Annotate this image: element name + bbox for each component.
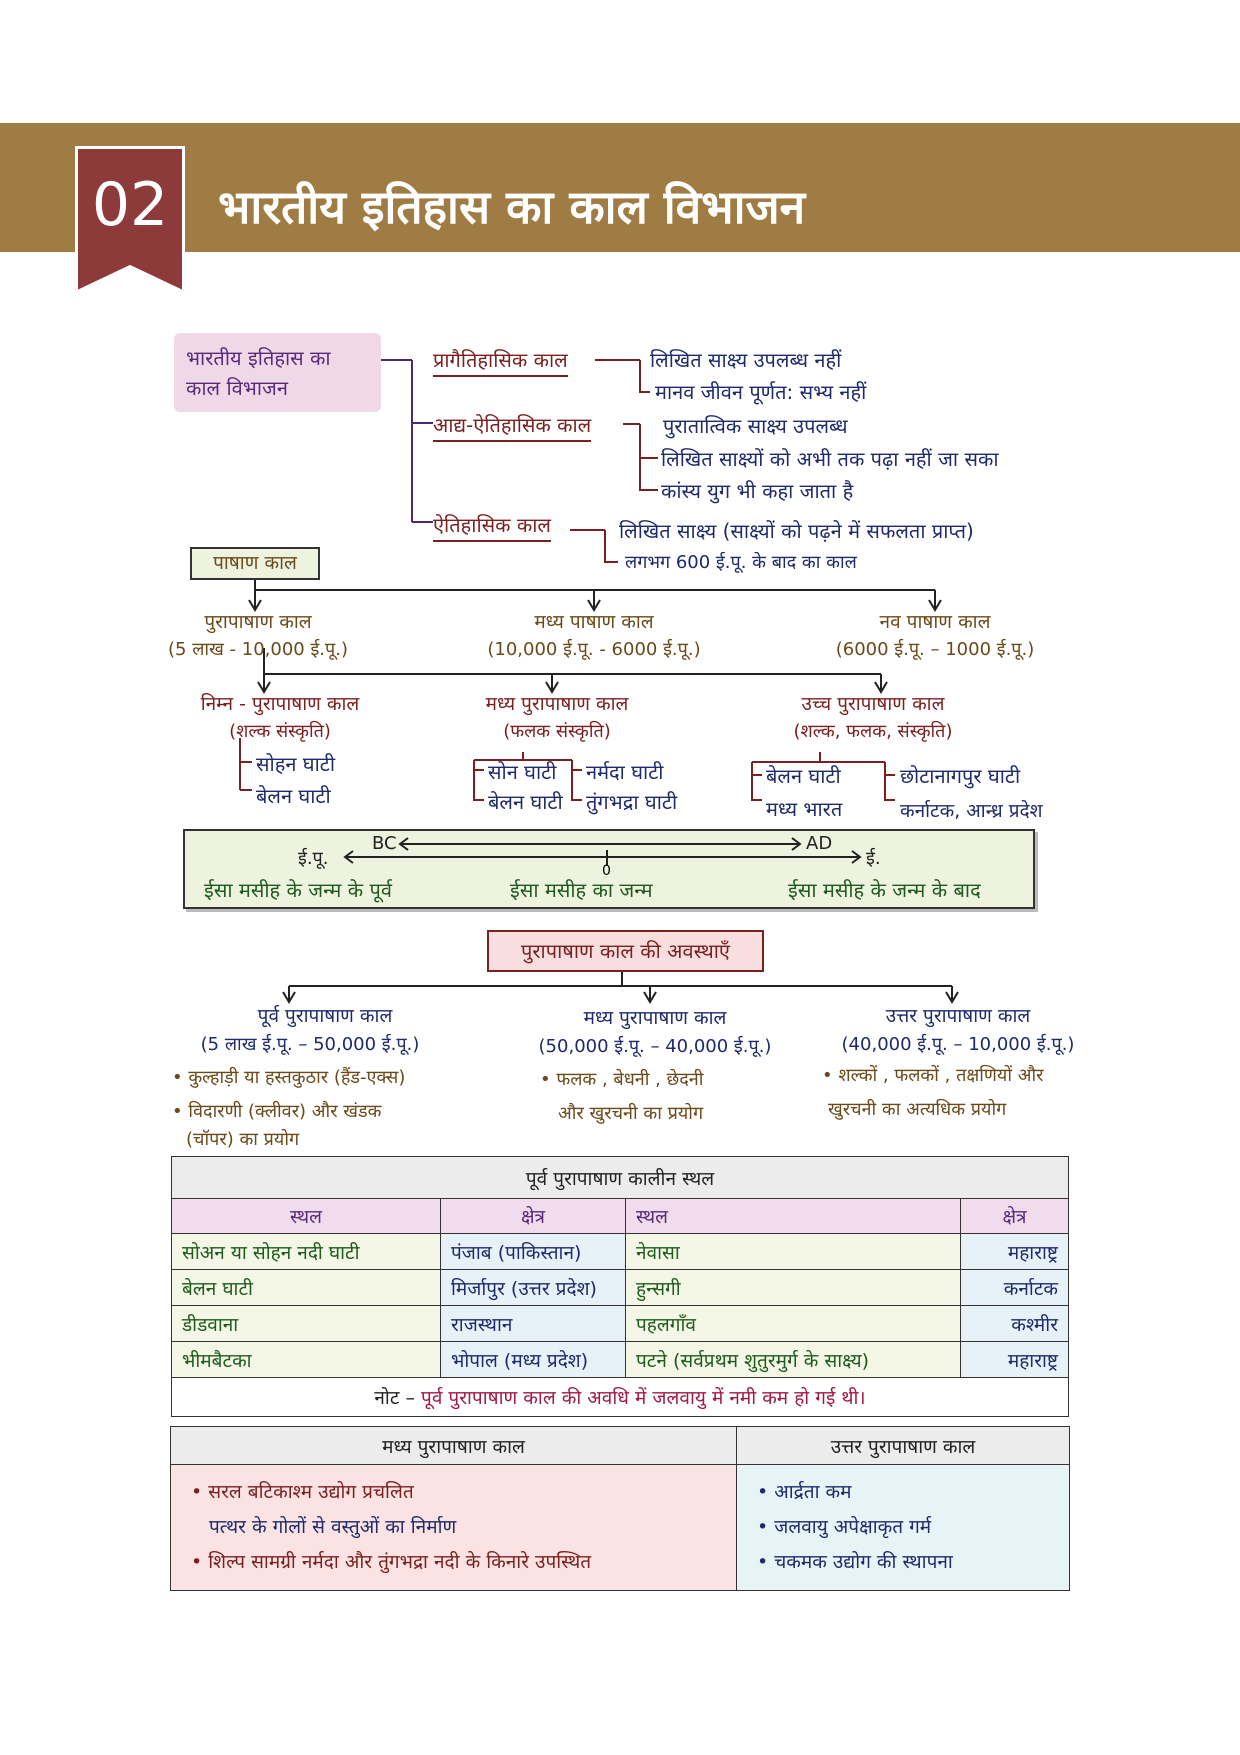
phase-range: (40,000 ई.पू. – 10,000 ई.पू.) [841, 1034, 1075, 1055]
note-cell [172, 1378, 1069, 1417]
middle-palaeolithic-cell [171, 1465, 737, 1591]
point: लिखित साक्ष्य (साक्ष्यों को पढ़ने में सफलता प्राप्त) [619, 519, 974, 543]
point: पत्थर के गोलों से वस्तुओं का निर्माण [209, 1516, 457, 1538]
cell: भीमबैटका [172, 1342, 441, 1378]
timeline-bce: ई.पू. [298, 848, 329, 869]
timeline-before: ईसा मसीह के जन्म के पूर्व [204, 878, 392, 902]
phase-line: और खुरचनी का प्रयोग [558, 1103, 704, 1124]
site: बेलन घाटी [488, 790, 563, 814]
cell: राजस्थान [441, 1306, 626, 1342]
cell: हुन्सगी [626, 1270, 961, 1306]
period-name: पुरापाषाण काल [204, 611, 312, 633]
sub-period-name: निम्न - पुरापाषाण काल [200, 693, 360, 715]
phase-line: (चॉपर) का प्रयोग [186, 1129, 300, 1150]
timeline-zero: 0 [602, 863, 611, 879]
chapter-title: भारतीय इतिहास का काल विभाजन [218, 180, 806, 234]
table-row [172, 1306, 1069, 1342]
sub-period-name: उच्च पुरापाषाण काल [801, 693, 945, 715]
point: • सरल बटिकाश्म उद्योग प्रचलित [191, 1481, 414, 1503]
period-range: (5 लाख - 10,000 ई.पू.) [168, 639, 348, 660]
point: कांस्य युग भी कहा जाता है [661, 479, 854, 503]
timeline-ad: AD [806, 833, 833, 854]
cell: कश्मीर [961, 1306, 1069, 1342]
phase-name: मध्य पुरापाषाण काल [583, 1007, 727, 1029]
sub-period-culture: (फलक संस्कृति) [503, 721, 611, 742]
timeline-after: ईसा मसीह के जन्म के बाद [788, 878, 981, 902]
root-topic-box: भारतीय इतिहास का काल विभाजन [174, 333, 381, 412]
phase-range: (50,000 ई.पू. – 40,000 ई.पू.) [538, 1036, 772, 1057]
site: बेलन घाटी [766, 764, 841, 788]
period-name: मध्य पाषाण काल [534, 611, 654, 633]
site: तुंगभद्रा घाटी [586, 790, 678, 814]
point: • आर्द्रता कम [757, 1481, 852, 1503]
branch-prehistoric: प्रागैतिहासिक काल [433, 346, 568, 377]
point: • शिल्प सामग्री नर्मदा और तुंगभद्रा नदी के किनारे उपस्थित [191, 1551, 592, 1573]
table-row [172, 1234, 1069, 1270]
phase-range: (5 लाख ई.पू. – 50,000 ई.पू.) [200, 1034, 420, 1055]
phases-title-box: पुरापाषाण काल की अवस्थाएँ [487, 930, 764, 972]
cell: मिर्जापुर (उत्तर प्रदेश) [441, 1270, 626, 1306]
note-text: पूर्व पुरापाषाण काल की अवधि में जलवायु में नमी कम हो गई थी। [421, 1387, 866, 1409]
point: लिखित साक्ष्य उपलब्ध नहीं [650, 348, 842, 372]
branch-historic: ऐतिहासिक काल [433, 511, 551, 542]
table-row [172, 1342, 1069, 1378]
cell: डीडवाना [172, 1306, 441, 1342]
site: सोन घाटी [488, 760, 557, 784]
point: लगभग 600 ई.पू. के बाद का काल [625, 552, 857, 573]
phase-line: • विदारणी (क्लीवर) और खंडक [172, 1101, 382, 1122]
cell: पटने (सर्वप्रथम शुतुरमुर्ग के साक्ष्य) [626, 1342, 961, 1378]
period-range: (10,000 ई.पू. - 6000 ई.पू.) [487, 639, 701, 660]
chapter-number: 02 [91, 170, 169, 240]
site: बेलन घाटी [256, 784, 331, 808]
point: मानव जीवन पूर्णत: सभ्य नहीं [655, 380, 867, 404]
point: पुरातात्विक साक्ष्य उपलब्ध [663, 414, 848, 438]
cell: पंजाब (पाकिस्तान) [441, 1234, 626, 1270]
phase-name: पूर्व पुरापाषाण काल [257, 1005, 393, 1027]
timeline-bc: BC [372, 833, 397, 854]
cell: सोअन या सोहन नदी घाटी [172, 1234, 441, 1270]
cell: महाराष्ट्र [961, 1234, 1069, 1270]
col-header: स्थल [626, 1199, 961, 1234]
site: नर्मदा घाटी [586, 760, 664, 784]
sites-table [171, 1156, 1069, 1417]
phase-line: • फलक , बेधनी , छेदनी [540, 1069, 704, 1090]
branch-protohistoric: आद्य-ऐतिहासिक काल [433, 411, 591, 442]
col-header: क्षेत्र [441, 1199, 626, 1234]
timeline-ce: ई. [866, 848, 881, 869]
point: लिखित साक्ष्यों को अभी तक पढ़ा नहीं जा सका [661, 447, 999, 471]
note-label: नोट – [374, 1387, 415, 1409]
site: छोटानागपुर घाटी [900, 764, 1021, 788]
cell: बेलन घाटी [172, 1270, 441, 1306]
phase-line: खुरचनी का अत्यधिक प्रयोग [828, 1099, 1007, 1120]
cell: पहलगाँव [626, 1306, 961, 1342]
site: कर्नाटक, आन्ध्र प्रदेश [900, 800, 1043, 822]
col-header: स्थल [172, 1199, 441, 1234]
phase-line: • कुल्हाड़ी या हस्तकुठार (हैंड-एक्स) [172, 1067, 406, 1088]
point: • जलवायु अपेक्षाकृत गर्म [757, 1516, 932, 1538]
sub-period-name: मध्य पुरापाषाण काल [485, 693, 629, 715]
cell: भोपाल (मध्य प्रदेश) [441, 1342, 626, 1378]
col-header: उत्तर पुरापाषाण काल [737, 1427, 1070, 1465]
table-row [172, 1270, 1069, 1306]
comparison-table [170, 1426, 1070, 1591]
cell: महाराष्ट्र [961, 1342, 1069, 1378]
col-header: क्षेत्र [961, 1199, 1069, 1234]
timeline-birth: ईसा मसीह का जन्म [510, 878, 653, 902]
sub-period-culture: (शल्क, फलक, संस्कृति) [793, 721, 953, 742]
site: मध्य भारत [766, 797, 843, 821]
period-range: (6000 ई.पू. – 1000 ई.पू.) [835, 639, 1035, 660]
cell: कर्नाटक [961, 1270, 1069, 1306]
cell: नेवासा [626, 1234, 961, 1270]
col-header: मध्य पुरापाषाण काल [171, 1427, 737, 1465]
stone-age-title-box: पाषाण काल [190, 547, 320, 580]
sub-period-culture: (शल्क संस्कृति) [229, 721, 331, 742]
sites-table-title: पूर्व पुरापाषाण कालीन स्थल [172, 1157, 1069, 1199]
phase-name: उत्तर पुरापाषाण काल [885, 1005, 1031, 1027]
phase-line: • शल्कों , फलकों , तक्षणियों और [822, 1065, 1044, 1086]
site: सोहन घाटी [256, 752, 336, 776]
upper-palaeolithic-cell [737, 1465, 1070, 1591]
point: • चकमक उद्योग की स्थापना [757, 1551, 953, 1573]
period-name: नव पाषाण काल [879, 611, 991, 633]
